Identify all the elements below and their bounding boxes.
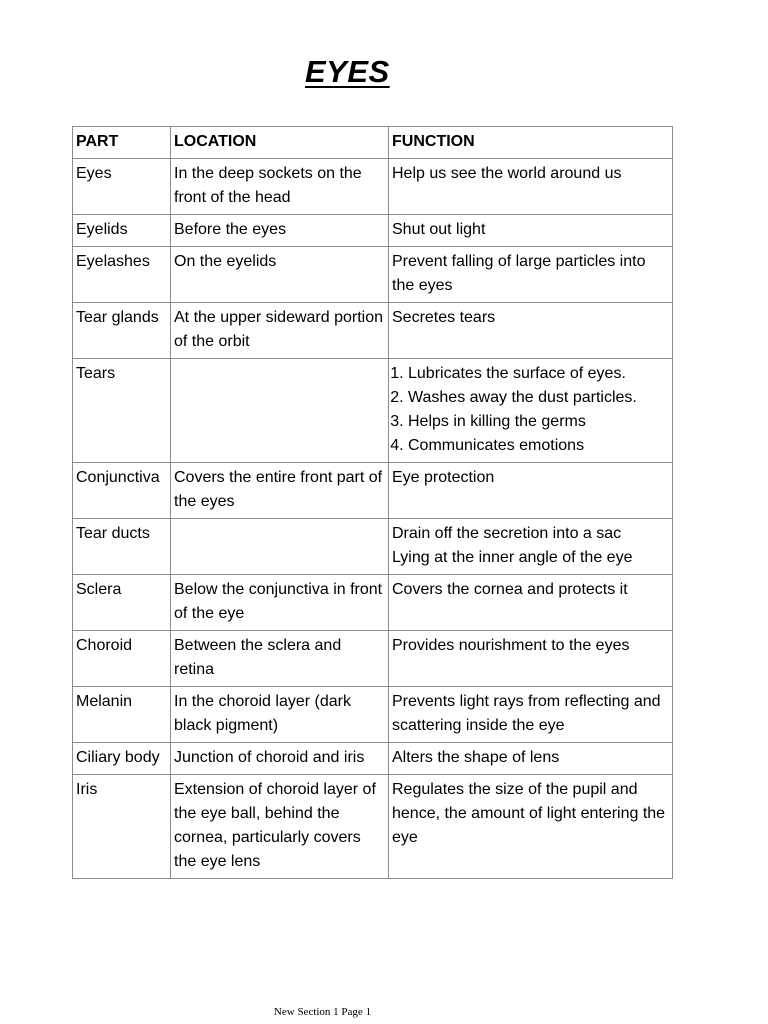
table-row <box>73 215 673 247</box>
header-function: FUNCTION <box>389 127 673 159</box>
location-cell: On the eyelids <box>171 247 389 303</box>
location-cell: Before the eyes <box>171 215 389 247</box>
location-cell: Extension of choroid layer of the eye ball, behind the cornea, particularly covers the eye lens <box>171 775 389 879</box>
part-cell: Choroid <box>73 631 171 687</box>
location-cell: Covers the entire front part of the eyes <box>171 463 389 519</box>
page-title: EYES <box>305 54 390 89</box>
table-row <box>73 743 673 775</box>
location-cell: Below the conjunctiva in front of the eye <box>171 575 389 631</box>
function-cell: Shut out light <box>389 215 673 247</box>
function-cell <box>389 359 673 463</box>
part-cell: Ciliary body <box>73 743 171 775</box>
table-row <box>73 631 673 687</box>
location-cell: Junction of choroid and iris <box>171 743 389 775</box>
function-cell: Alters the shape of lens <box>389 743 673 775</box>
location-cell: At the upper sideward portion of the orbit <box>171 303 389 359</box>
part-cell: Tears <box>73 359 171 463</box>
part-cell: Tear ducts <box>73 519 171 575</box>
function-cell: Eye protection <box>389 463 673 519</box>
part-cell: Conjunctiva <box>73 463 171 519</box>
function-list-item: 3. Helps in killing the germs <box>408 410 669 434</box>
table-row <box>73 519 673 575</box>
function-cell: Prevent falling of large particles into the eyes <box>389 247 673 303</box>
part-cell: Sclera <box>73 575 171 631</box>
function-list-item: 1. Lubricates the surface of eyes. <box>408 362 669 386</box>
table-row <box>73 775 673 879</box>
location-cell: In the choroid layer (dark black pigment) <box>171 687 389 743</box>
table-header-row <box>73 127 673 159</box>
part-cell: Melanin <box>73 687 171 743</box>
location-cell: In the deep sockets on the front of the head <box>171 159 389 215</box>
table-row <box>73 303 673 359</box>
header-location: LOCATION <box>171 127 389 159</box>
location-cell: Between the sclera and retina <box>171 631 389 687</box>
tears-function-list <box>392 362 669 458</box>
location-cell <box>171 519 389 575</box>
function-list-item: 2. Washes away the dust particles. <box>408 386 669 410</box>
function-cell: Provides nourishment to the eyes <box>389 631 673 687</box>
function-cell: Covers the cornea and protects it <box>389 575 673 631</box>
function-line: Lying at the inner angle of the eye <box>392 549 633 566</box>
part-cell: Tear glands <box>73 303 171 359</box>
location-cell <box>171 359 389 463</box>
function-cell <box>389 519 673 575</box>
table-row <box>73 159 673 215</box>
page-footer: New Section 1 Page 1 <box>273 1006 372 1018</box>
table-row <box>73 359 673 463</box>
part-cell: Eyelids <box>73 215 171 247</box>
function-cell: Prevents light rays from reflecting and scattering inside the eye <box>389 687 673 743</box>
function-list-item: 4. Communicates emotions <box>408 434 669 458</box>
header-part: PART <box>73 127 171 159</box>
eye-parts-table <box>72 126 673 879</box>
function-line: Drain off the secretion into a sac <box>392 525 622 542</box>
table-row <box>73 247 673 303</box>
function-cell: Secretes tears <box>389 303 673 359</box>
part-cell: Iris <box>73 775 171 879</box>
function-cell: Help us see the world around us <box>389 159 673 215</box>
part-cell: Eyes <box>73 159 171 215</box>
table-row <box>73 575 673 631</box>
function-cell: Regulates the size of the pupil and hence, the amount of light entering the eye <box>389 775 673 879</box>
part-cell: Eyelashes <box>73 247 171 303</box>
table-row <box>73 463 673 519</box>
table-row <box>73 687 673 743</box>
